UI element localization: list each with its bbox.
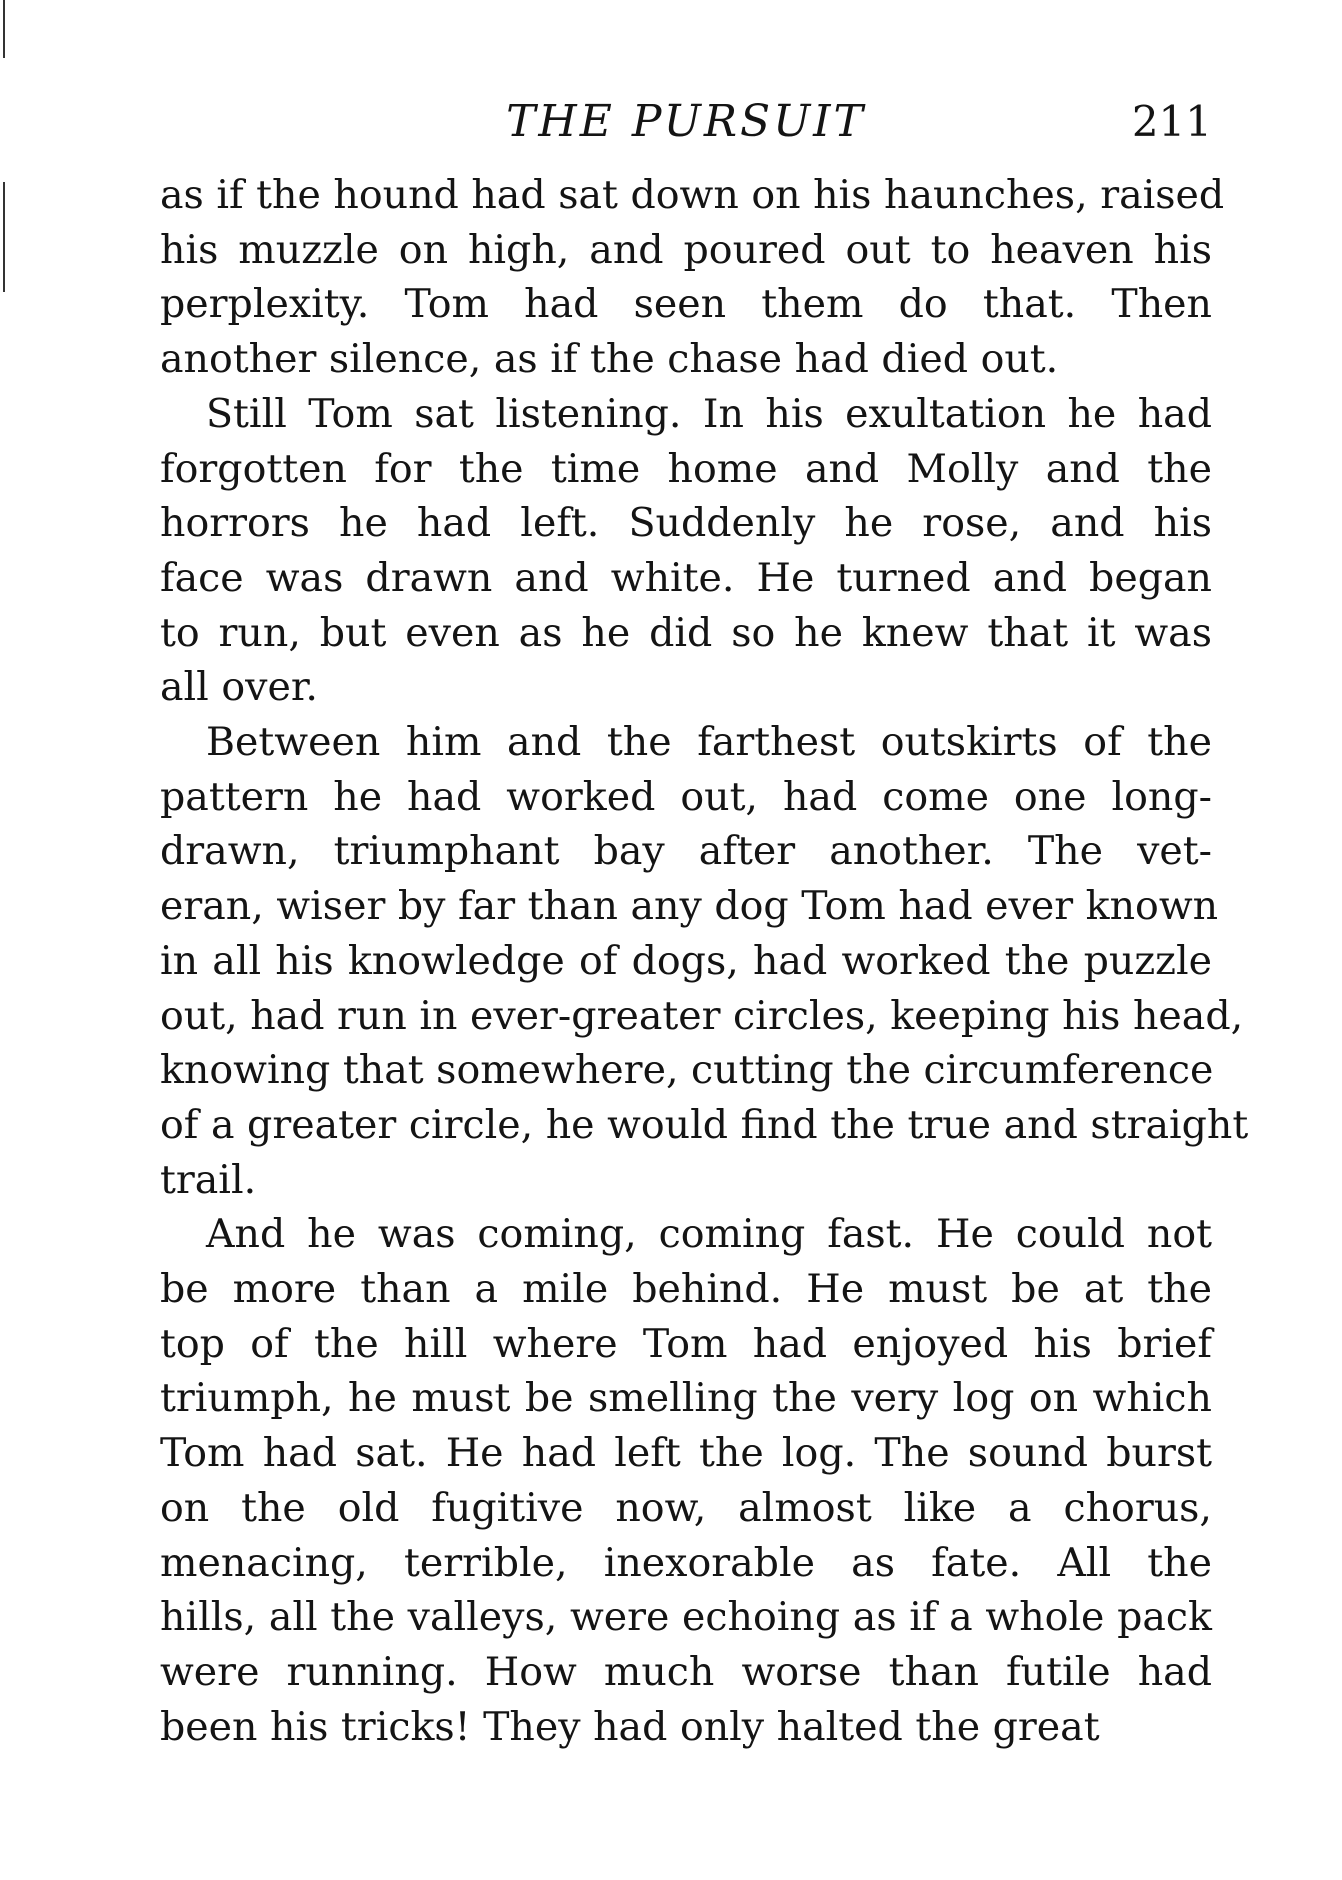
text-line: pattern he had worked out, had come one long- — [160, 773, 1212, 820]
paragraph — [160, 715, 1249, 1207]
paragraph — [160, 168, 1225, 387]
text-line: of a greater circle, he would find the true and straight — [160, 1101, 1249, 1148]
book-page — [160, 92, 1249, 1754]
text-line: forgotten for the time home and Molly and the — [160, 445, 1212, 492]
text-line: triumph, he must be smelling the very log on which — [160, 1375, 1212, 1422]
paragraph — [160, 387, 1212, 715]
text-line: as if the hound had sat down on his haunches, raised — [160, 172, 1225, 218]
text-line: been his tricks! They had only halted the great — [160, 1703, 1100, 1750]
text-line: horrors he had left. Suddenly he rose, and his — [160, 500, 1212, 547]
text-line: menacing, terrible, inexorable as fate. All the — [160, 1539, 1212, 1586]
scan-edge-mark — [3, 182, 5, 292]
text-line: perplexity. Tom had seen them do that. Then — [160, 281, 1212, 328]
body-text — [160, 168, 1249, 1754]
text-line: top of the hill where Tom had enjoyed his brief — [160, 1320, 1212, 1367]
running-head — [160, 92, 1212, 162]
scan-edge-mark — [3, 0, 5, 58]
text-line: eran, wiser by far than any dog Tom had ever known — [160, 883, 1219, 930]
text-line: And he was coming, coming fast. He could not — [206, 1211, 1212, 1258]
text-line: were running. How much worse than futile had — [160, 1648, 1212, 1695]
text-line: on the old fugitive now, almost like a chorus, — [160, 1484, 1212, 1531]
text-line: knowing that somewhere, cutting the circumference — [160, 1047, 1214, 1094]
text-line: Between him and the farthest outskirts of the — [206, 719, 1212, 766]
page-number: 211 — [1131, 97, 1212, 146]
text-line: in all his knowledge of dogs, had worked the puzzle — [160, 937, 1212, 984]
text-line: to run, but even as he did so he knew that it was — [160, 609, 1212, 656]
running-title: THE PURSUIT — [506, 96, 866, 147]
text-line: all over. — [160, 664, 318, 711]
text-line: out, had run in ever-greater circles, keeping his head, — [160, 992, 1244, 1039]
text-line: hills, all the valleys, were echoing as if a whole pack — [160, 1594, 1212, 1641]
text-line: another silence, as if the chase had died out. — [160, 336, 1059, 383]
text-line: drawn, triumphant bay after another. The vet- — [160, 828, 1212, 875]
text-line: his muzzle on high, and poured out to heaven his — [160, 226, 1212, 273]
text-line: be more than a mile behind. He must be at the — [160, 1266, 1212, 1313]
text-line: Tom had sat. He had left the log. The sound burst — [160, 1430, 1212, 1477]
text-line: Still Tom sat listening. In his exultation he had — [206, 390, 1212, 437]
text-line: face was drawn and white. He turned and began — [160, 554, 1212, 601]
paragraph — [160, 1207, 1212, 1754]
text-line: trail. — [160, 1156, 257, 1203]
